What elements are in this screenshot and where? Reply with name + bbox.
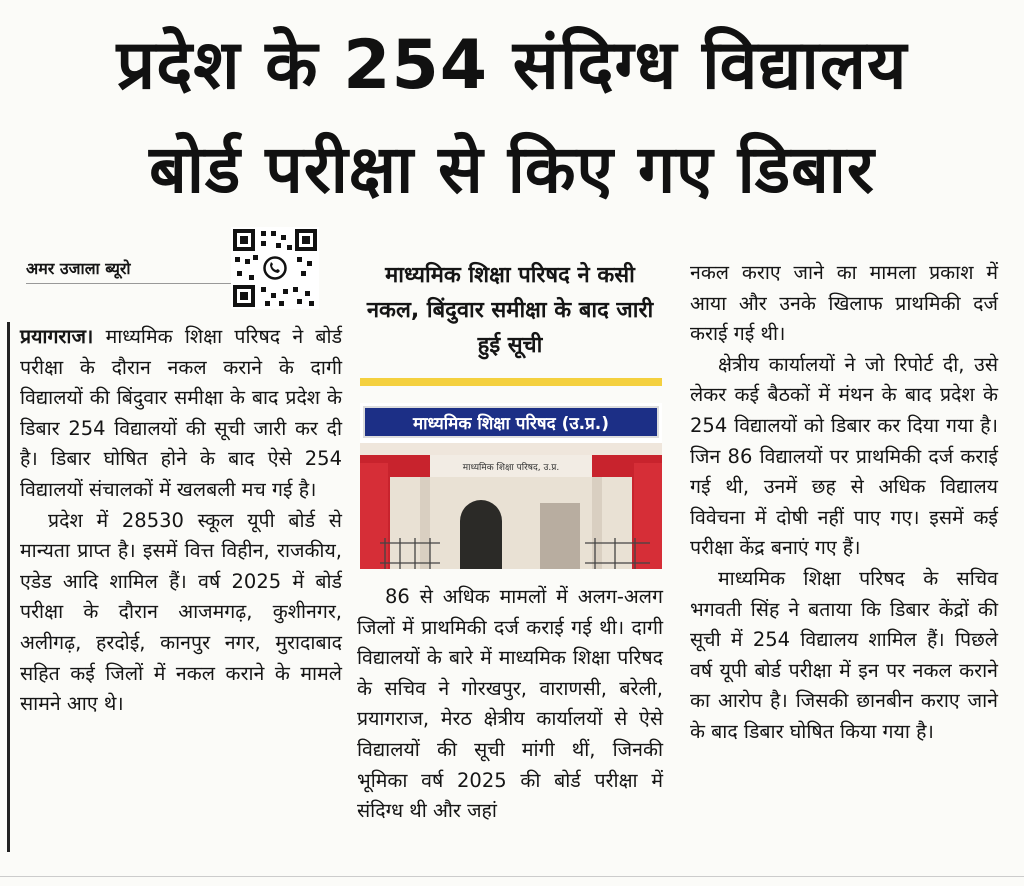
small-sign-text: माध्यमिक शिक्षा परिषद, उ.प्र. — [462, 463, 560, 473]
article-column-1 — [20, 322, 342, 720]
byline: अमर उजाला ब्यूरो — [26, 257, 236, 284]
headline-line-1: प्रदेश के 254 संदिग्ध विद्यालय — [116, 26, 908, 105]
article-column-2 — [357, 582, 663, 827]
paragraph — [20, 322, 342, 506]
paragraph: माध्यमिक शिक्षा परिषद के सचिव भगवती सिंह ने बताया कि डिबार केंद्रों की सूची में 254 विद्यालय शामिल हैं। पिछले वर्ष यूपी बोर्ड परीक्षा में इन पर नकल कराने का आरोप है। जिसकी छानबीन कराए जाने के बाद डिबार घोषित किया गया है। — [690, 566, 998, 743]
paragraph-text: माध्यमिक शिक्षा परिषद ने बोर्ड परीक्षा के दौरान नकल कराने के दागी विद्यालयों की बिंदुवार समीक्षा के बाद प्रदेश के डिबार 254 विद्यालयों की सूची जारी कर दी है। डिबार घोषित होने के बाद ऐसे 254 विद्यालयों संचालकों में खलबली मच गई है। — [20, 325, 342, 501]
qr-code-icon — [231, 227, 319, 309]
building-photo — [360, 403, 662, 569]
article-column-3 — [690, 258, 998, 748]
paragraph: 86 से अधिक मामलों में अलग-अलग जिलों में प्राथमिकी दर्ज कराई गई थी। दागी विद्यालयों के बारे में माध्यमिक शिक्षा परिषद के सचिव ने गोरखपुर, वाराणसी, बरेली, प्रयागराज, मेरठ क्षेत्रीय कार्यालयों से ऐसे विद्यालयों की सूची मांगी थीं, जिनकी भूमिका वर्ष 2025 की बोर्ड परीक्षा में संदिग्ध थी और जहां — [357, 585, 663, 823]
accent-bar — [360, 378, 662, 386]
sign-text: माध्यमिक शिक्षा परिषद (उ.प्र.) — [412, 414, 610, 434]
bottom-rule — [0, 876, 1024, 877]
subheadline: माध्यमिक शिक्षा परिषद ने कसी नकल, बिंदुवार समीक्षा के बाद जारी हुई सूची — [366, 263, 654, 358]
paragraph: प्रदेश में 28530 स्कूल यूपी बोर्ड से मान्यता प्राप्त है। इसमें वित्त विहीन, राजकीय, एडेड आदि शामिल हैं। वर्ष 2025 में बोर्ड परीक्षा के दौरान आजमगढ़, कुशीनगर, अलीगढ़, हरदोई, कानपुर नगर, मुरादाबाद सहित कई जिलों में नकल कराने के मामले सामने आए थे। — [20, 508, 342, 716]
paragraph: नकल कराए जाने का मामला प्रकाश में आया और उनके खिलाफ प्राथमिकी दर्ज कराई गई थी। — [690, 261, 998, 346]
paragraph: क्षेत्रीय कार्यालयों ने जो रिपोर्ट दी, उसे लेकर कई बैठकों में मंथन के बाद प्रदेश के 254 विद्यालयों को डिबार कर दिया गया है। जिन 86 विद्यालयों पर प्राथमिकी दर्ज कराई गई थी, उनमें छह से अधिक विद्यालय विवेचना में दोषी नहीं पाए गए। इसमें कई परीक्षा केंद्र बनाएं गए हैं। — [690, 352, 998, 560]
column-rule — [7, 322, 10, 852]
headline-line-2: बोर्ड परीक्षा से किए गए डिबार — [149, 131, 875, 208]
dateline: प्रयागराज। — [20, 325, 94, 348]
